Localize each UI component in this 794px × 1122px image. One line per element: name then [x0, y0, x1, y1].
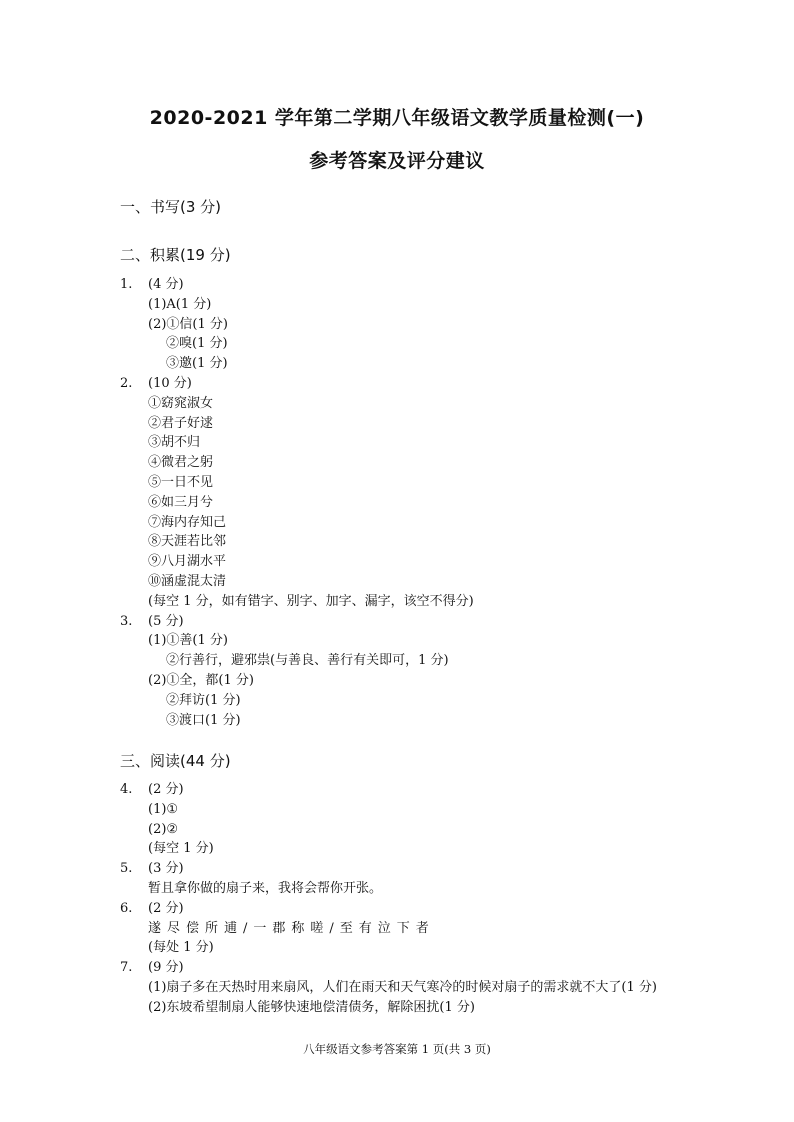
document-subtitle: 参考答案及评分建议	[309, 150, 485, 172]
question-number: 5.	[120, 861, 133, 877]
answer-line: 暂且拿你做的扇子来，我将会帮你开张。	[148, 880, 383, 896]
answer-line: ③胡不归	[148, 435, 201, 451]
section-heading-writing: 一、书写(3 分)	[120, 198, 222, 216]
question-2-header	[120, 374, 720, 394]
answer-line: (2)东坡希望制扇人能够快速地偿清债务，解除困扰(1 分)	[148, 999, 475, 1015]
question-number: 3.	[120, 613, 133, 629]
question-number: 1.	[120, 277, 133, 292]
answer-line: ③邀(1 分)	[166, 356, 228, 372]
question-score: (2 分)	[148, 900, 184, 916]
question-score: (3 分)	[148, 861, 184, 877]
question-7-header	[120, 958, 720, 978]
section-heading-reading: 三、阅读(44 分)	[120, 752, 231, 770]
question-5-header	[120, 859, 720, 879]
question-4-header	[120, 780, 720, 800]
answer-line: ④微君之躬	[148, 455, 214, 471]
answer-line: ⑨八月湖水平	[148, 554, 227, 570]
question-6-header	[120, 899, 720, 919]
question-score: (2 分)	[148, 782, 184, 797]
answer-line: ②拜访(1 分)	[166, 692, 241, 708]
question-number: 6.	[120, 900, 133, 916]
answer-line: ⑤一日不见	[148, 474, 214, 490]
question-number: 2.	[120, 375, 133, 391]
answer-line: (2)②	[148, 821, 179, 837]
scoring-note: (每空 1 分，如有错字、别字、加字、漏字，该空不得分)	[148, 593, 474, 609]
answer-line: (1)①	[148, 801, 179, 817]
reading-answers	[120, 780, 720, 1018]
question-score: (9 分)	[148, 960, 184, 976]
answer-line: ②行善行，避邪祟(与善良、善行有关即可，1 分)	[166, 653, 449, 669]
sentence-break-answer: 遂尽偿所逋/一郡称嗟/至有泣下者	[148, 920, 435, 936]
answer-line: ⑥如三月兮	[148, 494, 214, 510]
answer-line: ⑧天涯若比邻	[148, 534, 227, 550]
question-number: 4.	[120, 782, 133, 797]
question-score: (10 分)	[148, 375, 192, 391]
answer-line: ③渡口(1 分)	[166, 712, 241, 728]
document-title: 2020-2021 学年第二学期八年级语文教学质量检测(一)	[149, 107, 645, 129]
answer-line: (1)扇子多在天热时用来扇风，人们在雨天和天气寒冷的时候对扇子的需求就不大了(1 分)	[148, 979, 657, 995]
answer-line: ⑦海内存知己	[148, 514, 227, 530]
question-score: (5 分)	[148, 613, 184, 629]
answer-line: (1)A(1 分)	[148, 296, 212, 312]
question-number: 7.	[120, 960, 133, 976]
question-3-header	[120, 612, 720, 632]
accumulation-answers	[120, 275, 720, 730]
answer-line: ②嗅(1 分)	[166, 336, 228, 352]
question-score: (4 分)	[148, 277, 184, 292]
scoring-note: (每空 1 分)	[148, 841, 214, 857]
answer-line: (2)①全，都(1 分)	[148, 672, 254, 688]
answer-line: ①窈窕淑女	[148, 395, 214, 411]
section-heading-accumulation: 二、积累(19 分)	[120, 246, 231, 264]
answer-line: ②君子好逑	[148, 415, 214, 431]
page-footer: 八年级语文参考答案第 1 页(共 3 页)	[303, 1042, 491, 1056]
question-1-header	[120, 275, 720, 295]
answer-line: (2)①信(1 分)	[148, 316, 228, 332]
answer-line: (1)①善(1 分)	[148, 633, 228, 649]
scoring-note: (每处 1 分)	[148, 940, 214, 956]
answer-line: ⑩涵虚混太清	[148, 573, 227, 589]
